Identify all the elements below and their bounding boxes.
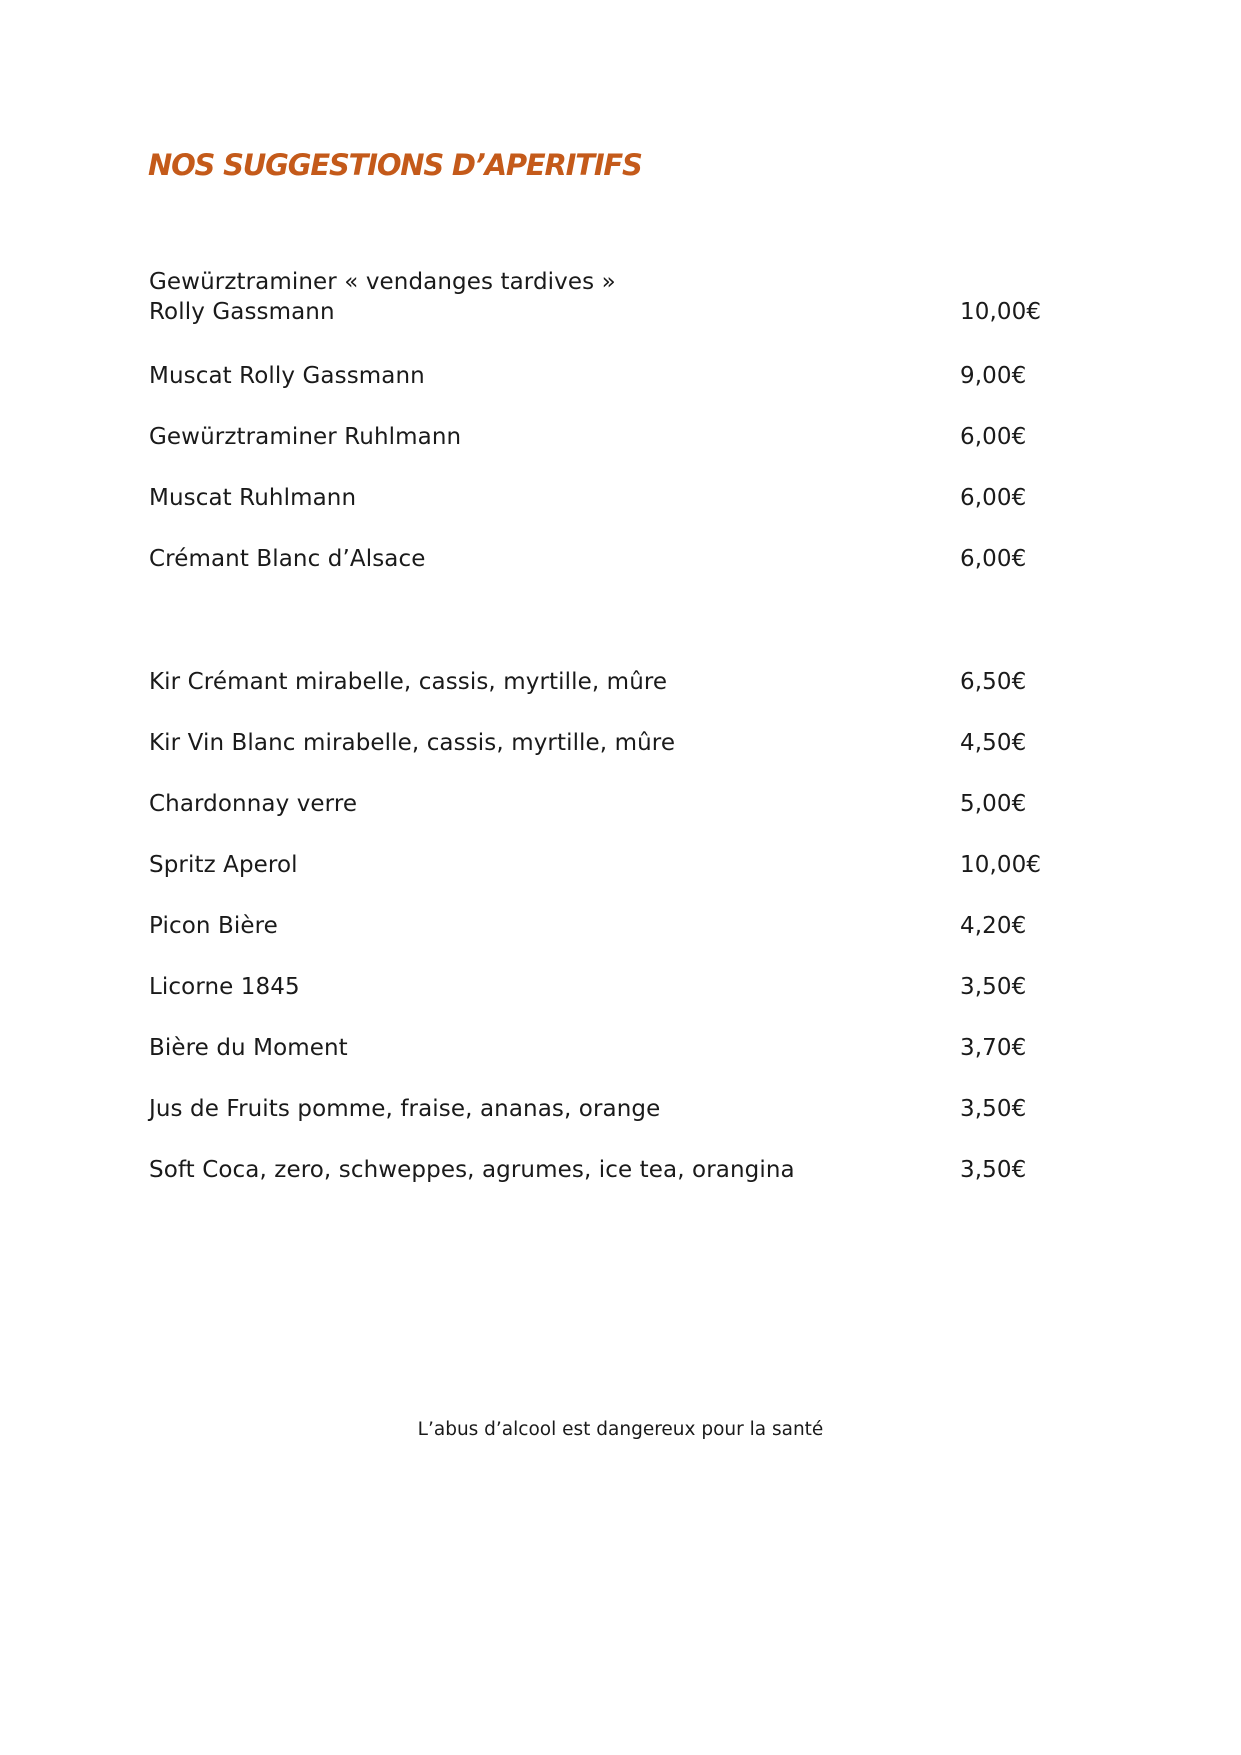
item-price: 3,50€	[960, 1157, 1027, 1183]
item-price: 3,50€	[960, 1096, 1027, 1122]
item-price: 4,50€	[960, 730, 1027, 756]
menu-item	[149, 728, 1109, 758]
item-price: 10,00€	[960, 299, 1042, 325]
item-name: Muscat Rolly Gassmann	[149, 363, 425, 389]
item-name: Muscat Ruhlmann	[149, 485, 357, 511]
menu-item	[149, 483, 1109, 513]
item-name: Licorne 1845	[149, 974, 300, 1000]
item-name: Picon Bière	[149, 913, 278, 939]
item-name: Gewürztraminer Ruhlmann	[149, 424, 462, 450]
item-price: 3,50€	[960, 974, 1027, 1000]
item-name: Spritz Aperol	[149, 852, 298, 878]
item-price: 5,00€	[960, 791, 1027, 817]
item-name	[149, 267, 616, 327]
menu-item	[149, 269, 1109, 327]
menu-item	[149, 544, 1109, 574]
menu-item	[149, 911, 1109, 941]
item-name-line: Rolly Gassmann	[149, 299, 335, 325]
item-name: Bière du Moment	[149, 1035, 348, 1061]
menu-item	[149, 1155, 1109, 1185]
item-price: 9,00€	[960, 363, 1027, 389]
health-warning: L’abus d’alcool est dangereux pour la santé	[417, 1419, 824, 1440]
item-name: Kir Vin Blanc mirabelle, cassis, myrtille, mûre	[149, 730, 676, 756]
item-name: Chardonnay verre	[149, 791, 358, 817]
item-price: 3,70€	[960, 1035, 1027, 1061]
item-price: 6,00€	[960, 485, 1027, 511]
menu-item	[149, 667, 1109, 697]
item-price: 6,00€	[960, 424, 1027, 450]
menu-item	[149, 972, 1109, 1002]
item-name: Soft Coca, zero, schweppes, agrumes, ice tea, orangina	[149, 1157, 795, 1183]
item-price: 10,00€	[960, 852, 1042, 878]
item-name-line: Gewürztraminer « vendanges tardives »	[149, 269, 616, 295]
menu-item	[149, 422, 1109, 452]
menu-item	[149, 361, 1109, 391]
menu-item	[149, 789, 1109, 819]
menu-item	[149, 850, 1109, 880]
menu-item	[149, 1033, 1109, 1063]
item-name: Crémant Blanc d’Alsace	[149, 546, 426, 572]
item-price: 6,50€	[960, 669, 1027, 695]
item-price: 6,00€	[960, 546, 1027, 572]
page-title: NOS SUGGESTIONS D’APERITIFS	[148, 148, 642, 182]
item-name: Kir Crémant mirabelle, cassis, myrtille, mûre	[149, 669, 668, 695]
item-name: Jus de Fruits pomme, fraise, ananas, orange	[149, 1096, 661, 1122]
item-price: 4,20€	[960, 913, 1027, 939]
menu-item	[149, 1094, 1109, 1124]
